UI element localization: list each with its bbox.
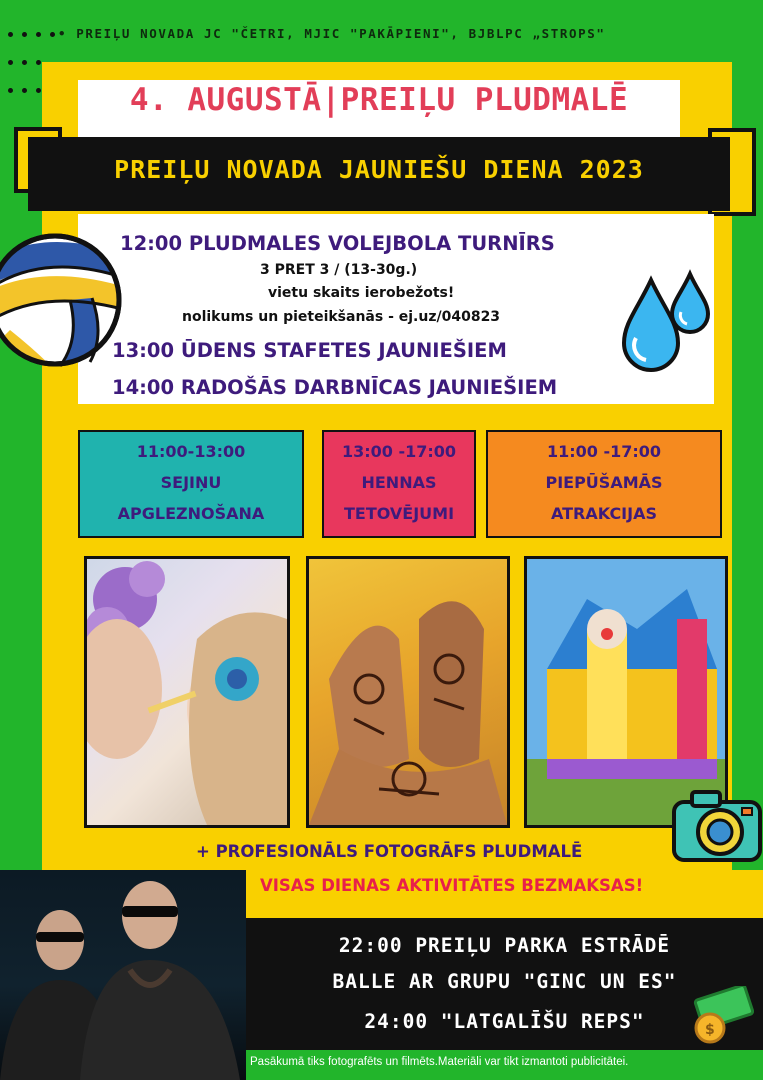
money-icon [688, 986, 754, 1046]
henna-photo [306, 556, 510, 828]
activity-inflatables-time: 11:00 -17:00 [546, 442, 662, 461]
activity-henna-time: 13:00 -17:00 [341, 442, 457, 461]
camera-icon [670, 780, 763, 870]
activity-inflatables [486, 430, 722, 538]
schedule-volleyball-limit: vietu skaits ierobežots! [268, 285, 455, 301]
activity-face-painting-line2: APGLEZNOŠANA [117, 504, 265, 523]
date-location: 4. AUGUSTĀ|PREIĻU PLUDMALĒ [129, 82, 629, 118]
schedule-workshops: 14:00 RADOŠĀS DARBNĪCAS JAUNIEŠIEM [112, 376, 558, 399]
activity-face-painting-time: 11:00-13:00 [136, 442, 246, 461]
activity-henna [322, 430, 476, 538]
evening-venue: 22:00 PREIĻU PARKA ESTRĀDĒ [338, 934, 671, 957]
event-title: PREIĻU NOVADA JAUNIEŠU DIENA 2023 [114, 155, 644, 184]
schedule-volleyball: 12:00 PLUDMALES VOLEJBOLA TURNĪRS [120, 232, 555, 255]
disclaimer-text: Pasākumā tiks fotografēts un filmēts.Materiāli var tikt izmantoti publicitātei. [250, 1056, 629, 1068]
activity-face-painting-line1: SEJIŅU [160, 473, 222, 492]
evening-band: BALLE AR GRUPU "GINC UN ES" [332, 970, 677, 993]
schedule-volleyball-format: 3 PRET 3 / (13-30g.) [260, 262, 418, 278]
face-painting-photo [84, 556, 290, 828]
free-activities-note: VISAS DIENAS AKTIVITĀTES BEZMAKSAS! [260, 876, 644, 895]
svg-text:$: $ [705, 1022, 715, 1038]
schedule-water-relay: 13:00 ŪDENS STAFETES JAUNIEŠIEM [112, 339, 507, 362]
band-photo [0, 870, 246, 1080]
photographer-note: + PROFESIONĀLS FOTOGRĀFS PLUDMALĒ [196, 842, 583, 861]
activity-henna-line1: HENNAS [361, 473, 437, 492]
organizers-line: • PREIĻU NOVADA JC "ČETRI, MJIC "PAKĀPIENI", BJBLPC „STROPS" [58, 26, 606, 41]
schedule-volleyball-signup: nolikums un pieteikšanās - ej.uz/040823 [182, 309, 501, 325]
activity-inflatables-line2: ATRAKCIJAS [551, 504, 657, 523]
volleyball-icon [0, 230, 124, 370]
activity-face-painting [78, 430, 304, 538]
water-drops-icon [618, 268, 718, 378]
activity-henna-line2: TETOVĒJUMI [343, 504, 455, 523]
evening-rap: 24:00 "LATGALĪŠU REPS" [364, 1010, 645, 1033]
activity-inflatables-line1: PIEPŪŠAMĀS [545, 473, 663, 492]
